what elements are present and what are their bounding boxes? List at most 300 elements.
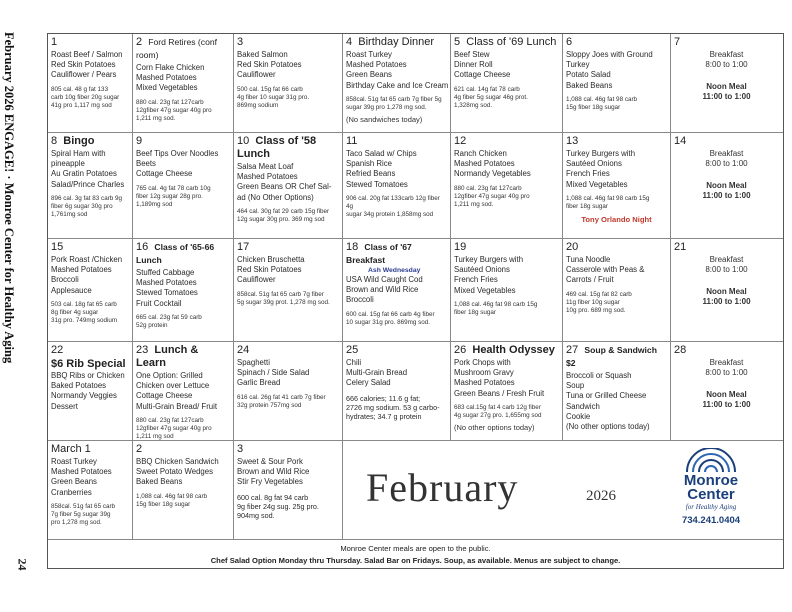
nutrition-line: 503 cal. 18g fat 65 carb xyxy=(51,300,117,308)
day-header xyxy=(346,36,447,49)
menu-item: Birthday Cake and Ice Cream xyxy=(346,80,449,90)
day-header xyxy=(566,36,667,49)
menu-item: Turkey Burgers with xyxy=(566,149,636,158)
day-header xyxy=(136,135,230,148)
day-header xyxy=(454,241,559,254)
nutrition-line: 52g protein xyxy=(136,321,168,329)
noon-meal-label: Noon Meal xyxy=(706,390,747,399)
breakfast-label: Breakfast xyxy=(709,149,744,158)
menu-items xyxy=(136,63,230,94)
day-number: 17 xyxy=(237,241,250,253)
day-header xyxy=(454,135,559,148)
day-event-subtitle: Ash Wednesday xyxy=(368,267,421,274)
nutrition-line: pro 1,278 mg sod. xyxy=(51,518,102,526)
menu-item: Beef Stew xyxy=(454,50,490,59)
menu-item: pineapple xyxy=(51,159,85,169)
menu-item: Spinach / Side Salad xyxy=(237,368,310,378)
menu-item: Cranberries xyxy=(51,487,92,497)
menu-item: Spiral Ham with xyxy=(51,149,106,158)
day-note: (No other options today) xyxy=(454,422,535,432)
day-cell xyxy=(343,342,451,440)
nutrition-line: 858cal. 51g fat 65 carb xyxy=(51,502,116,510)
nutrition-line: 7g fiber 5g sugar 39g xyxy=(51,510,111,518)
menu-items xyxy=(136,457,230,488)
menu-item: Brown and Wild Rice xyxy=(237,467,310,477)
menu-item: Cottage Cheese xyxy=(136,391,193,401)
menu-item: Pork Roast /Chicken xyxy=(51,255,123,264)
nutrition-line: 1,211 mg sod xyxy=(136,432,174,440)
day-header xyxy=(237,135,339,161)
day-header xyxy=(136,344,230,370)
day-number: 28 xyxy=(674,344,687,356)
breakfast-hours: 8:00 to 1:00 xyxy=(705,265,748,274)
menu-items xyxy=(454,255,559,296)
menu-item: French Fries xyxy=(454,275,498,285)
nutrition-line: 1,088 cal. 46g fat 98 carb 15g xyxy=(566,194,650,202)
event-highlight: Tony Orlando Night xyxy=(581,214,652,224)
nutrition-line: 906 cal. 20g fat 133carb 12g fiber 4g xyxy=(346,194,440,210)
day-header xyxy=(136,443,230,456)
footer-line-2: Chef Salad Option Monday thru Thursday. Salad Bar on Fridays. Soup, as available. Menus are subject to change. xyxy=(210,556,621,565)
menu-items xyxy=(237,358,339,389)
logo-name-line2: Center xyxy=(687,486,735,503)
day-header xyxy=(237,344,339,357)
nutrition-line: 869mg sodium xyxy=(237,101,279,109)
day-number: 2 xyxy=(136,36,143,48)
day-cell xyxy=(48,133,133,238)
menu-items xyxy=(51,457,129,498)
menu-items xyxy=(346,149,447,190)
menu-items xyxy=(454,358,559,399)
nutrition-info xyxy=(346,96,447,112)
day-header xyxy=(237,443,339,456)
day-cell xyxy=(133,441,234,539)
menu-item: Sweet Potato Wedges xyxy=(136,467,214,477)
menu-item: Turkey Burgers with xyxy=(454,255,524,264)
menu-item: Baked Potatoes xyxy=(51,381,107,391)
nutrition-line: 10g pro. 689 mg sod. xyxy=(566,306,626,314)
day-cell xyxy=(48,342,133,440)
nutrition-line: 858cal. 51g fat 65 carb 7g fiber xyxy=(237,290,324,298)
day-event-title: Soup & Sandwich $2 xyxy=(566,345,657,368)
day-number: 2 xyxy=(136,443,143,455)
nutrition-line: 1,211 mg sod. xyxy=(136,114,176,122)
breakfast-hours: 8:00 to 1:00 xyxy=(705,368,748,377)
day-number: 1 xyxy=(51,36,58,48)
day-header xyxy=(51,241,129,254)
day-number: 27 xyxy=(566,344,579,356)
day-number: 23 xyxy=(136,344,149,356)
day-header xyxy=(51,344,129,357)
day-event-title: Class of '58 Lunch xyxy=(237,135,317,160)
noon-meal-label: Noon Meal xyxy=(706,82,747,91)
day-header xyxy=(237,36,339,49)
calendar-week-row xyxy=(48,34,783,133)
day-header xyxy=(51,36,129,49)
menu-item: Mixed Vegetables xyxy=(454,285,516,295)
noon-meal-hours: 11:00 to 1:00 xyxy=(702,92,751,101)
menu-item: Mashed Potatoes xyxy=(454,159,515,169)
day-event-title: Bingo xyxy=(63,135,95,147)
breakfast-hours: 8:00 to 1:00 xyxy=(705,60,748,69)
nutrition-line: fiber 6g sugar 30g pro xyxy=(51,202,113,210)
noon-meal-hours: 11:00 to 1:00 xyxy=(702,191,751,200)
logo-tagline: for Healthy Aging xyxy=(685,503,737,511)
sunrise-logo-icon xyxy=(683,448,739,474)
day-number: 10 xyxy=(237,135,250,147)
nutrition-info xyxy=(346,195,447,219)
nutrition-line: 469 cal. 15g fat 82 carb xyxy=(566,290,632,298)
nutrition-info xyxy=(454,404,559,420)
calendar-week-row xyxy=(48,239,783,342)
nutrition-line: 41g pro 1,117 mg sod xyxy=(51,101,112,109)
menu-item: Green Beans OR Chef Sal- xyxy=(237,182,332,192)
nutrition-line: 621 cal. 14g fat 78 carb xyxy=(454,85,520,93)
nutrition-line: 666 calories; 11.6 g fat; xyxy=(346,393,421,403)
menu-items xyxy=(136,371,230,412)
menu-item: Pork Chops with xyxy=(454,358,511,367)
menu-items xyxy=(566,255,667,286)
menu-item: Red Skin Potatoes xyxy=(237,60,302,70)
nutrition-line: 12gfiber 47g sugar 40g pro xyxy=(136,106,212,114)
menu-item: Cauliflower xyxy=(237,70,276,80)
nutrition-info xyxy=(237,394,339,410)
nutrition-info xyxy=(51,86,129,110)
menu-items xyxy=(51,149,129,190)
day-cell xyxy=(343,239,451,341)
noon-meal-label: Noon Meal xyxy=(706,181,747,190)
menu-item: Multi-Grain Bread xyxy=(346,368,408,378)
nutrition-line: 683 cal.15g fat 4 carb 12g fiber xyxy=(454,403,541,411)
day-cell xyxy=(563,133,671,238)
day-event-title: Class of '69 Lunch xyxy=(466,36,557,48)
menu-item: USA Wild Caught Cod xyxy=(346,275,423,284)
nutrition-info xyxy=(454,185,559,209)
nutrition-line: 12gfiber 47g sugar 40g pro xyxy=(136,424,212,432)
page-number: 24 xyxy=(15,558,30,571)
menu-items xyxy=(346,358,447,389)
menu-item: Broccoli xyxy=(51,275,79,285)
day-number: March 1 xyxy=(51,443,91,455)
menu-item: Cauliflower xyxy=(237,275,276,285)
day-header xyxy=(136,36,230,62)
menu-item: Chicken over Lettuce xyxy=(136,381,210,391)
day-note: (No sandwiches today) xyxy=(346,114,423,124)
day-number: 13 xyxy=(566,135,579,147)
menu-item: Mashed Potatoes xyxy=(51,467,112,477)
nutrition-line: 2726 mg sodium. 53 g carbo- xyxy=(346,403,440,413)
calendar-week-row xyxy=(48,342,783,441)
noon-meal-label: Noon Meal xyxy=(706,287,747,296)
day-cell xyxy=(563,239,671,341)
day-cell xyxy=(563,34,671,132)
day-number: 3 xyxy=(237,443,244,455)
day-cell xyxy=(451,342,563,440)
menu-item: Beets xyxy=(136,159,156,169)
day-event-title: Lunch & Learn xyxy=(136,344,199,369)
nutrition-line: 12gfiber 47g sugar 40g pro xyxy=(454,192,530,200)
day-cell xyxy=(234,239,343,341)
menu-item: Salsa Meat Loaf xyxy=(237,162,294,171)
nutrition-line: 1,189mg sod xyxy=(136,200,173,208)
menu-items xyxy=(51,255,129,296)
menu-item: Stewed Tomatoes xyxy=(346,179,408,189)
menu-item: BBQ Ribs or Chicken xyxy=(51,371,125,380)
nutrition-info xyxy=(51,503,129,527)
day-cell xyxy=(671,34,782,132)
nutrition-line: 600 cal. 8g fat 94 carb xyxy=(237,492,309,502)
menu-item: Chicken Bruschetta xyxy=(237,255,305,264)
nutrition-info xyxy=(454,301,559,317)
menu-item: Mashed Potatoes xyxy=(237,172,298,182)
day-number: 8 xyxy=(51,135,58,147)
nutrition-line: fiber 12g sugar 28g pro. xyxy=(136,192,203,200)
nutrition-line: 12g sugar 30g pro. 369 mg sod xyxy=(237,215,325,223)
menu-item: Broccoli or Squash xyxy=(566,371,632,380)
day-number: 9 xyxy=(136,135,143,147)
nutrition-info xyxy=(566,291,667,315)
nutrition-info xyxy=(136,185,230,209)
nutrition-line: 896 cal. 3g fat 83 carb 9g xyxy=(51,194,123,202)
day-cell xyxy=(343,34,451,132)
nutrition-line: 880 cal. 23g fat 127carb xyxy=(454,184,522,192)
nutrition-line: sugar 39g pro 1,278 mg sod. xyxy=(346,103,427,111)
menu-item: Mushroom Gravy xyxy=(454,368,514,378)
nutrition-line: 15g fiber 18g sugar xyxy=(566,103,621,111)
nutrition-line: sugar 34g protein 1,858mg sod xyxy=(346,210,434,218)
breakfast-hours: 8:00 to 1:00 xyxy=(705,159,748,168)
saturday-hours xyxy=(674,358,779,410)
menu-items xyxy=(566,50,667,91)
nutrition-line: 4g fiber 10 sugar 31g pro. xyxy=(237,93,310,101)
menu-item: Roast Beef / Salmon xyxy=(51,50,123,59)
day-event-title: Ford Retires (conf room) xyxy=(136,37,218,60)
menu-items xyxy=(51,371,129,412)
menu-item: Mixed Vegetables xyxy=(136,83,198,93)
day-cell xyxy=(48,441,133,539)
nutrition-line: 858cal. 51g fat 65 carb 7g fiber 5g xyxy=(346,95,442,103)
menu-items xyxy=(566,371,667,432)
menu-item: Cauliflower / Pears xyxy=(51,70,117,80)
menu-item: Salad/Prince Charles xyxy=(51,179,125,189)
menu-item: (No other options today) xyxy=(566,422,650,432)
day-number: 24 xyxy=(237,344,250,356)
day-event-title: Birthday Dinner xyxy=(358,36,435,48)
menu-item: Garlic Bread xyxy=(237,378,281,388)
day-cell xyxy=(48,239,133,341)
menu-item: Turkey xyxy=(566,60,590,70)
menu-item: Sloppy Joes with Ground xyxy=(566,50,653,59)
menu-item: BBQ Chicken Sandwich xyxy=(136,457,219,466)
saturday-hours xyxy=(674,149,779,201)
day-header xyxy=(566,344,667,370)
menu-item: Casserole with Peas & xyxy=(566,265,645,275)
menu-item: One Option: Grilled xyxy=(136,371,203,380)
saturday-hours xyxy=(674,255,779,307)
menu-item: Green Beans / Fresh Fruit xyxy=(454,388,545,398)
day-cell xyxy=(133,342,234,440)
menu-item: Mashed Potatoes xyxy=(454,378,515,388)
nutrition-line: 1,088 cal. 46g fat 98 carb xyxy=(136,492,208,500)
menu-item: Tuna Noodle xyxy=(566,255,611,264)
menu-item: Celery Salad xyxy=(346,378,391,388)
day-number: 26 xyxy=(454,344,467,356)
nutrition-line: fiber 18g sugar xyxy=(454,308,497,316)
menu-item: Chili xyxy=(346,358,362,367)
day-event-title: Class of '65-66 Lunch xyxy=(136,242,215,265)
menu-items xyxy=(454,149,559,180)
nutrition-info xyxy=(237,291,339,307)
menu-item: Red Skin Potatoes xyxy=(237,265,302,275)
nutrition-line: 1,761mg sod xyxy=(51,210,88,218)
nutrition-line: 5g sugar 39g prot. 1,278 mg sod. xyxy=(237,298,330,306)
day-header xyxy=(566,241,667,254)
day-cell xyxy=(451,239,563,341)
menu-items xyxy=(136,268,230,309)
menu-item: Spaghetti xyxy=(237,358,270,367)
nutrition-info xyxy=(136,314,230,330)
day-cell xyxy=(234,441,343,539)
day-header xyxy=(51,443,129,456)
nutrition-line: fiber 18g sugar xyxy=(566,202,609,210)
nutrition-line: 10 sugar 31g pro. 869mg sod. xyxy=(346,318,431,326)
nutrition-info xyxy=(566,195,667,211)
day-number: 25 xyxy=(346,344,359,356)
nutrition-info xyxy=(136,417,230,440)
menu-items xyxy=(566,149,667,190)
nutrition-info xyxy=(51,195,129,219)
day-number: 19 xyxy=(454,241,467,253)
menu-item: Roast Turkey xyxy=(51,457,97,466)
menu-item: Mixed Vegetables xyxy=(566,179,628,189)
calendar xyxy=(47,33,784,569)
menu-item: Baked Beans xyxy=(566,80,613,90)
menu-item: Tuna or Grilled Cheese xyxy=(566,391,647,401)
day-header xyxy=(237,241,339,254)
nutrition-line: 32g protein 757mg sod xyxy=(237,401,302,409)
day-cell xyxy=(133,239,234,341)
day-header xyxy=(136,241,230,267)
nutrition-info xyxy=(237,86,339,110)
day-cell xyxy=(133,133,234,238)
nutrition-line: 15g fiber 18g sugar xyxy=(136,500,191,508)
phone-number: 734.241.0404 xyxy=(681,515,741,526)
menu-item: Ranch Chicken xyxy=(454,149,507,158)
nutrition-line: 11g fiber 10g sugar xyxy=(566,298,620,306)
menu-item: Stir Fry Vegetables xyxy=(237,477,303,487)
nutrition-line: 500 cal. 15g fat 66 carb xyxy=(237,85,303,93)
special-title: $6 Rib Special xyxy=(51,358,126,370)
menu-item: Cottage Cheese xyxy=(454,70,511,80)
menu-item: Baked Beans xyxy=(136,477,183,487)
menu-item: Mashed Potatoes xyxy=(136,278,197,288)
nutrition-line: 665 cal. 23g fat 59 carb xyxy=(136,313,202,321)
menu-item: Spanish Rice xyxy=(346,159,392,169)
menu-item: Normandy Veggies xyxy=(51,391,117,401)
day-number: 7 xyxy=(674,36,681,48)
menu-items xyxy=(237,255,339,286)
calendar-year: 2026 xyxy=(586,488,616,504)
nutrition-info xyxy=(136,99,230,123)
nutrition-line: 600 cal. 15g fat 66 carb 4g fiber xyxy=(346,310,435,318)
noon-meal-hours: 11:00 to 1:00 xyxy=(702,297,751,306)
menu-item: Beef Tips Over Noodles xyxy=(136,149,219,158)
saturday-hours xyxy=(674,50,779,102)
day-header xyxy=(51,135,129,148)
menu-item: Mashed Potatoes xyxy=(346,60,407,70)
menu-item: Stuffed Cabbage xyxy=(136,268,195,277)
menu-items xyxy=(237,50,339,81)
day-number: 20 xyxy=(566,241,579,253)
nutrition-line: 616 cal. 26g fat 41 carb 7g fiber xyxy=(237,393,326,401)
breakfast-label: Breakfast xyxy=(709,255,744,264)
nutrition-info xyxy=(237,208,339,224)
logo-name-line1: Monroe xyxy=(683,472,739,489)
menu-item: Refried Beans xyxy=(346,169,396,179)
menu-item: Broccoli xyxy=(346,295,374,305)
nutrition-info xyxy=(346,394,447,422)
menu-item: Brown and Wild Rice xyxy=(346,285,419,295)
nutrition-info xyxy=(566,96,667,112)
footer-notes xyxy=(48,539,783,569)
menu-item: Sweet & Sour Pork xyxy=(237,457,303,466)
day-cell xyxy=(563,342,671,440)
day-number: 6 xyxy=(566,36,573,48)
menu-item: Carrots / Fruit xyxy=(566,275,614,285)
day-header xyxy=(454,344,559,357)
menu-item: Cottage Cheese xyxy=(136,169,193,179)
nutrition-line: carb 10g fiber 20g sugar xyxy=(51,93,120,101)
menu-item: Sautéed Onions xyxy=(454,265,510,275)
day-header xyxy=(566,135,667,148)
menu-items xyxy=(237,457,339,488)
day-header xyxy=(346,344,447,357)
nutrition-line: 8g fiber 4g sugar xyxy=(51,308,99,316)
menu-item: Cookie xyxy=(566,411,591,421)
menu-item: Corn Flake Chicken xyxy=(136,63,205,72)
nutrition-line: 9g fiber 24g sug. 25g pro. xyxy=(237,502,319,512)
nutrition-line: 1,088 cal. 46g fat 98 carb xyxy=(566,95,638,103)
menu-item: Mashed Potatoes xyxy=(136,73,197,83)
menu-item: Sautéed Onions xyxy=(566,159,622,169)
nutrition-line: 765 cal. 4g fat 78 carb 10g xyxy=(136,184,211,192)
day-cell xyxy=(234,342,343,440)
breakfast-label: Breakfast xyxy=(709,358,744,367)
day-cell xyxy=(451,34,563,132)
nutrition-line: 1,088 cal. 46g fat 98 carb 15g xyxy=(454,300,538,308)
nutrition-line: 904mg sod. xyxy=(237,511,275,521)
noon-meal-hours: 11:00 to 1:00 xyxy=(702,400,751,409)
menu-item: Normandy Vegetables xyxy=(454,169,531,179)
day-cell xyxy=(48,34,133,132)
breakfast-label: Breakfast xyxy=(709,50,744,59)
menu-item: Taco Salad w/ Chips xyxy=(346,149,417,158)
menu-item: Mashed Potatoes xyxy=(51,265,112,275)
day-header xyxy=(346,241,447,267)
day-number: 5 xyxy=(454,36,461,48)
nutrition-line: 880 cal. 23g fat 127carb xyxy=(136,416,204,424)
menu-item: Dinner Roll xyxy=(454,60,493,70)
menu-items xyxy=(454,50,559,81)
menu-item: Potato Salad xyxy=(566,70,611,80)
nutrition-line: 31g pro. 749mg sodium xyxy=(51,316,118,324)
day-number: 14 xyxy=(674,135,687,147)
day-header xyxy=(346,135,447,148)
day-cell xyxy=(234,133,343,238)
menu-item: Red Skin Potatoes xyxy=(51,60,116,70)
nutrition-line: 464 cal. 30g fat 29 carb 15g fiber xyxy=(237,207,330,215)
day-number: 15 xyxy=(51,241,64,253)
